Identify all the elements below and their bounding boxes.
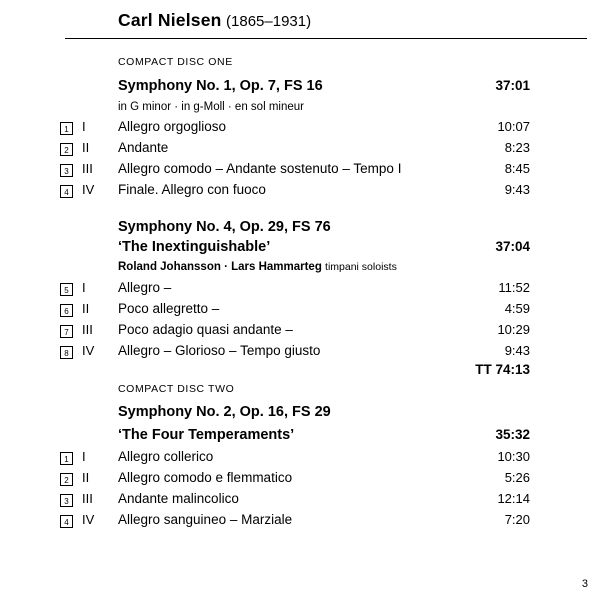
- track-title: Allegro comodo – Andante sostenuto – Tempo I: [118, 161, 402, 176]
- disc-label-one: COMPACT DISC ONE: [118, 56, 233, 68]
- track-title: Allegro sanguineo – Marziale: [118, 512, 293, 527]
- movement-number: III: [82, 322, 93, 337]
- page-number: 3: [581, 578, 588, 590]
- work-language-1: in G minor · in g-Moll · en sol mineur: [118, 101, 304, 113]
- movement-number: II: [82, 470, 90, 485]
- track-title: Allegro comodo e flemmatico: [118, 470, 293, 485]
- track-number: 8: [60, 346, 73, 359]
- movement-number: IV: [82, 512, 95, 527]
- work-title-1: Symphony No. 1, Op. 7, FS 16: [118, 78, 323, 94]
- table-row: [60, 491, 530, 510]
- table-row: [60, 301, 530, 320]
- track-title: Allegro – Glorioso – Tempo giusto: [118, 343, 321, 358]
- track-duration: 10:07: [497, 119, 530, 134]
- track-title: Andante: [118, 140, 169, 155]
- work-title-2: Symphony No. 4, Op. 29, FS 76: [118, 219, 331, 235]
- work-subtitle-2: ‘The Inextinguishable’: [118, 239, 271, 255]
- table-row: [60, 182, 530, 201]
- work-duration-3: 35:32: [495, 427, 530, 442]
- track-number: 2: [60, 143, 73, 156]
- track-number: 7: [60, 325, 73, 338]
- movement-number: I: [82, 449, 86, 464]
- movement-number: I: [82, 119, 86, 134]
- track-duration: 12:14: [497, 491, 530, 506]
- track-duration: 5:26: [504, 470, 530, 485]
- track-duration: 10:30: [497, 449, 530, 464]
- composer-dates: (1865–1931): [226, 13, 312, 30]
- track-number: 6: [60, 304, 73, 317]
- track-number: 4: [60, 185, 73, 198]
- table-row: [60, 512, 530, 531]
- movement-number: III: [82, 491, 93, 506]
- track-duration: 9:43: [504, 182, 530, 197]
- track-duration: 4:59: [504, 301, 530, 316]
- disc-total-time: TT 74:13: [475, 362, 530, 377]
- table-row: [60, 140, 530, 159]
- work-subtitle-3: ‘The Four Temperaments’: [118, 427, 295, 443]
- track-number: 3: [60, 494, 73, 507]
- composer-name: Carl Nielsen: [118, 10, 222, 30]
- work-title-3: Symphony No. 2, Op. 16, FS 29: [118, 404, 331, 420]
- track-number: 1: [60, 122, 73, 135]
- track-number: 3: [60, 164, 73, 177]
- movement-number: IV: [82, 343, 95, 358]
- track-duration: 8:45: [504, 161, 530, 176]
- movement-number: III: [82, 161, 93, 176]
- track-title: Poco adagio quasi andante –: [118, 322, 293, 337]
- track-title: Poco allegretto –: [118, 301, 220, 316]
- track-title: Allegro –: [118, 280, 172, 295]
- track-number: 5: [60, 283, 73, 296]
- table-row: [60, 449, 530, 468]
- track-duration: 10:29: [497, 322, 530, 337]
- table-row: [60, 343, 530, 362]
- table-row: [60, 470, 530, 489]
- track-number: 4: [60, 515, 73, 528]
- work-duration-1: 37:01: [495, 78, 530, 93]
- track-number: 2: [60, 473, 73, 486]
- track-number: 1: [60, 452, 73, 465]
- performers-2: [118, 261, 397, 273]
- track-title: Andante malincolico: [118, 491, 239, 506]
- track-duration: 9:43: [504, 343, 530, 358]
- header-divider: [65, 38, 587, 39]
- movement-number: II: [82, 140, 90, 155]
- table-row: [60, 119, 530, 138]
- page-title: [118, 10, 311, 31]
- table-row: [60, 322, 530, 341]
- track-duration: 7:20: [504, 512, 530, 527]
- movement-number: IV: [82, 182, 95, 197]
- disc-label-two: COMPACT DISC TWO: [118, 383, 235, 395]
- track-title: Allegro collerico: [118, 449, 214, 464]
- work-duration-2: 37:04: [495, 239, 530, 254]
- table-row: [60, 280, 530, 299]
- track-duration: 11:52: [498, 280, 530, 295]
- table-row: [60, 161, 530, 180]
- performers-names: Roland Johansson · Lars Hammarteg: [118, 261, 326, 273]
- movement-number: I: [82, 280, 86, 295]
- performers-role: timpani soloists: [325, 261, 397, 273]
- track-title: Finale. Allegro con fuoco: [118, 182, 266, 197]
- movement-number: II: [82, 301, 90, 316]
- track-duration: 8:23: [504, 140, 530, 155]
- track-title: Allegro orgoglioso: [118, 119, 227, 134]
